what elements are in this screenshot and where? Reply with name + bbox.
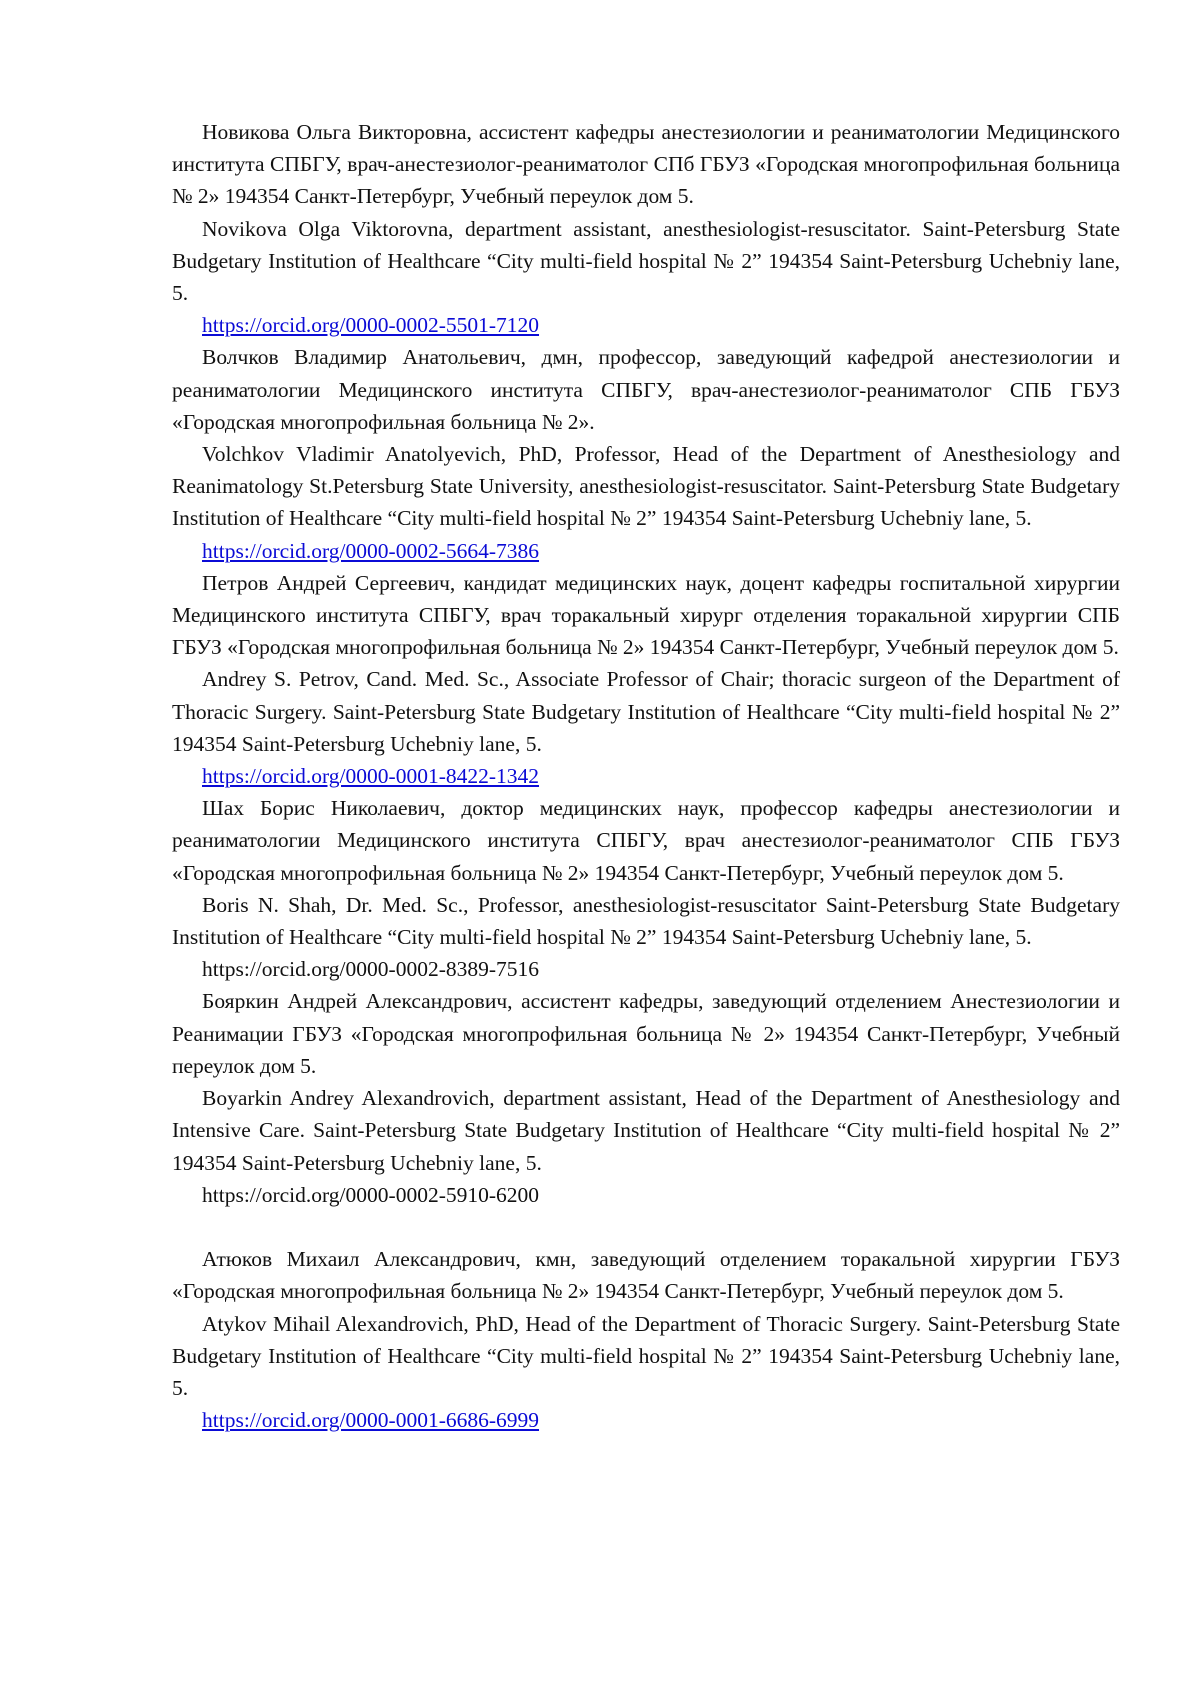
author-bio-en: Volchkov Vladimir Anatolyevich, PhD, Professor, Head of the Department of Anesthesiology and Reanimatology St.Petersburg State University, anesthesiologist-resuscitator. Saint-Petersburg State Budgetary Institution of Healthcare “City multi-field hospital № 2” 194354 Saint-Petersburg Uchebniy lane, 5. — [172, 442, 1120, 531]
author-bio-ru: Новикова Ольга Викторовна, ассистент кафедры анестезиологии и реаниматологии Медицинского института СПБГУ, врач-анестезиолог-реаниматолог СПб ГБУЗ «Городская многопрофильная больница № 2» 194354 Санкт-Петербург, Учебный переулок дом 5. — [172, 120, 1120, 209]
author-bio-en: Boris N. Shah, Dr. Med. Sc., Professor, anesthesiologist-resuscitator Saint-Petersburg State Budgetary Institution of Healthcare “City multi-field hospital № 2” 194354 Saint-Petersburg Uchebniy lane, 5. — [172, 892, 1120, 950]
orcid-text: https://orcid.org/0000-0002-8389-7516 — [202, 957, 540, 982]
orcid-link[interactable]: https://orcid.org/0000-0002-5664-7386 — [202, 538, 540, 563]
author-bio-en: Atykov Mihail Alexandrovich, PhD, Head of the Department of Thoracic Surgery. Saint-Petersburg State Budgetary Institution of Healthcare “City multi-field hospital № 2” 194354 Saint-Petersburg Uchebniy lane, 5. — [172, 1311, 1120, 1400]
orcid-link[interactable]: https://orcid.org/0000-0002-5501-7120 — [202, 313, 540, 338]
orcid-line — [172, 535, 1120, 567]
author-bio-en: Andrey S. Petrov, Cand. Med. Sc., Associate Professor of Chair; thoracic surgeon of the Department of Thoracic Surgery. Saint-Petersburg State Budgetary Institution of Healthcare “City multi-field hospital № 2” 194354 Saint-Petersburg Uchebniy lane, 5. — [172, 667, 1120, 756]
author-bio-en: Novikova Olga Viktorovna, department assistant, anesthesiologist-resuscitator. Saint-Petersburg State Budgetary Institution of Healthcare “City multi-field hospital № 2” 194354 Saint-Petersburg Uchebniy lane, 5. — [172, 216, 1120, 306]
blank-line — [172, 1211, 1120, 1243]
orcid-link[interactable]: https://orcid.org/0000-0001-8422-1342 — [202, 764, 540, 789]
author-bio-ru: Шах Борис Николаевич, доктор медицинских наук, профессор кафедры анестезиологии и реаниматологии Медицинского института СПБГУ, врач анестезиолог-реаниматолог СПБ ГБУЗ «Городская многопрофильная больница № 2» 194354 Санкт-Петербург, Учебный переулок дом 5. — [172, 796, 1120, 885]
author-bio-en: Boyarkin Andrey Alexandrovich, department assistant, Head of the Department of Anesthesiology and Intensive Care. Saint-Petersburg State Budgetary Institution of Healthcare “City multi-field hospital № 2” 194354 Saint-Petersburg Uchebniy lane, 5. — [172, 1086, 1120, 1175]
orcid-line — [172, 309, 1120, 341]
orcid-text: https://orcid.org/0000-0002-5910-6200 — [202, 1182, 540, 1207]
orcid-link[interactable]: https://orcid.org/0000-0001-6686-6999 — [202, 1408, 540, 1433]
orcid-line — [172, 1404, 1120, 1436]
author-bio-ru: Бояркин Андрей Александрович, ассистент кафедры, заведующий отделением Анестезиологии и Реанимации ГБУЗ «Городская многопрофильная больница № 2» 194354 Санкт-Петербург, Учебный переулок дом 5. — [172, 989, 1120, 1078]
document-page — [172, 116, 1120, 1436]
author-bio-ru: Волчков Владимир Анатольевич, дмн, профессор, заведующий кафедрой анестезиологии и реаниматологии Медицинского института СПБГУ, врач-анестезиолог-реаниматолог СПБ ГБУЗ «Городская многопрофильная больница № 2». — [172, 345, 1120, 434]
orcid-line — [172, 760, 1120, 792]
author-bio-ru: Петров Андрей Сергеевич, кандидат медицинских наук, доцент кафедры госпитальной хирургии Медицинского института СПБГУ, врач торакальный хирург отделения торакальной хирургии СПБ ГБУЗ «Городская многопрофильная больница № 2» 194354 Санкт-Петербург, Учебный переулок дом 5. — [172, 570, 1120, 660]
author-bio-ru: Атюков Михаил Александрович, кмн, заведующий отделением торакальной хирургии ГБУЗ «Городская многопрофильная больница № 2» 194354 Санкт-Петербург, Учебный переулок дом 5. — [172, 1247, 1120, 1304]
